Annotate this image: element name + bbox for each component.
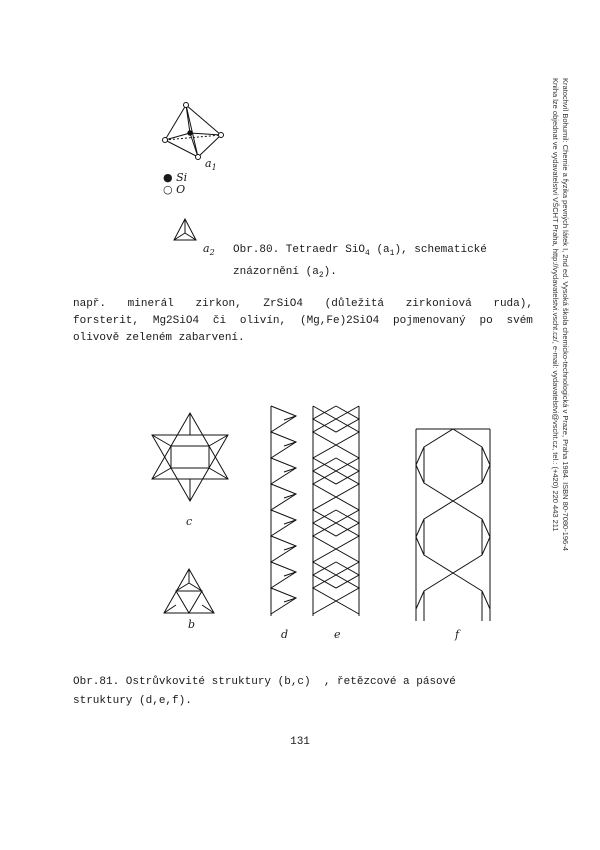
label-a1: $a_1$ <box>205 157 217 173</box>
legend-si: ● Si <box>163 171 188 184</box>
label-b: b <box>188 618 196 631</box>
body-paragraph <box>73 296 533 347</box>
structure-d-figure <box>268 402 300 620</box>
side-note-line2: Kniha lze objednat ve vydavatelství VŠCHT Praha, http://vydavatelstvi.vscht.cz/, e-mail: vydavatelstvi@vscht.cz, tel.: (+420) 220 443 211 <box>551 78 560 532</box>
figure80-caption-line2: znázornění $(a_2)$. <box>233 266 337 281</box>
structure-c-figure <box>140 405 240 515</box>
side-note <box>550 78 570 778</box>
legend-o: ○ O <box>163 183 186 196</box>
side-note-line1: Kratochvíl Bohumil: Chemie a fyzika pevných látek I, 2nd ed. Vysoká škola chemicko-technologická v Praze, Praha 1984. ISBN 80-7080-196-4 <box>561 78 570 551</box>
tetrahedron-a1-figure <box>160 95 230 175</box>
figure81-caption-line2: struktury (d,e,f). <box>73 695 192 707</box>
paragraph-line3: olivově zeleném zabarvení. <box>73 332 245 344</box>
figure81-caption-line1: Obr.81. Ostrůvkovité struktury (b,c) , řetězcové a pásové <box>73 676 456 688</box>
tetrahedron-a2-figure <box>172 216 202 244</box>
figure80-caption-line1: Obr.80. Tetraedr SiO$_4$ $(a_1)$, schematické <box>233 244 487 259</box>
page-number: 131 <box>290 736 310 748</box>
label-a2: $a_2$ <box>203 242 215 258</box>
label-f: f <box>455 628 460 641</box>
label-d: d <box>281 628 289 641</box>
structure-b-figure <box>160 565 220 617</box>
structure-e-figure <box>310 402 362 620</box>
si-dot-icon: ● <box>163 171 173 184</box>
label-c: c <box>186 515 193 528</box>
figure80-caption <box>233 241 553 285</box>
paragraph-line1: např. minerál zirkon, ZrSiO4 (důležitá zirkoniová ruda), <box>73 298 533 310</box>
paragraph-line2: forsterit, Mg2SiO4 či olivín, (Mg,Fe)2SiO4 pojmenovaný po svém <box>73 315 533 327</box>
structure-f-figure <box>412 425 494 625</box>
o-circle-icon: ○ <box>163 183 173 196</box>
label-e: e <box>334 628 341 641</box>
figure81-caption <box>73 673 543 711</box>
